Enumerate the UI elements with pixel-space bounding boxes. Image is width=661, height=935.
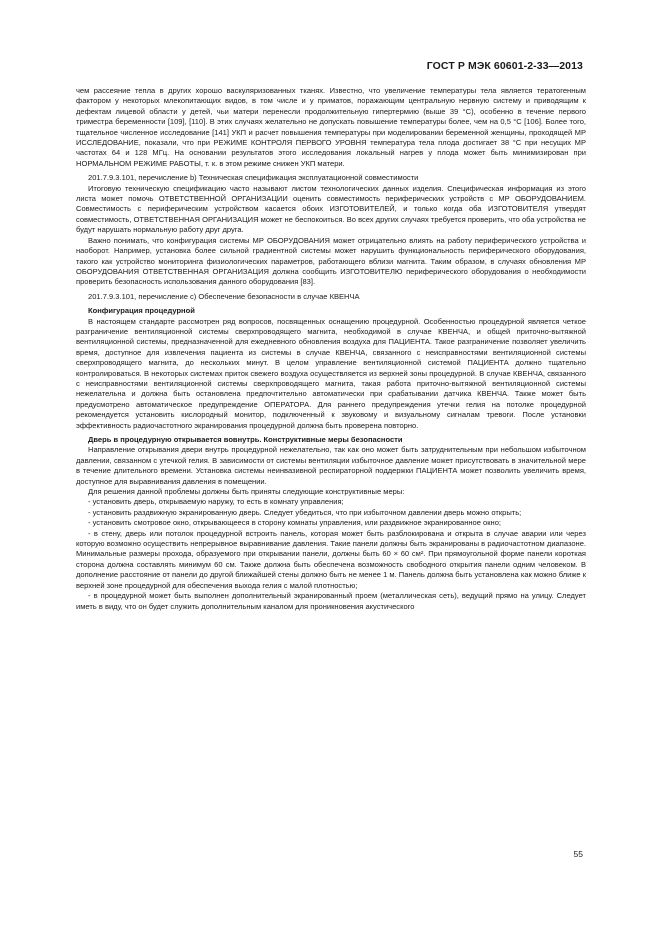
section-heading: Дверь в процедурную открывается вовнутрь. Конструктивные меры безопасности (88, 435, 403, 444)
section-heading: Конфигурация процедурной (88, 306, 195, 316)
paragraph: Итоговую техническую спецификацию часто называют листом технологических данных изделия. Специфическая информация из этого листа может помочь ОТВЕТСТВЕННОЙ ОРГАНИЗАЦИИ оценить совместимость периферических устройств с МР ОБОРУДОВАНИЕМ. Совместимость с периферическим устройством касается обоих ИЗГОТОВИТЕЛЕЙ, и только когда оба ИЗГОТОВИТЕЛЯ утвердят совместимость, ОТВЕТСТВЕННАЯ ОРГАНИЗАЦИЯ может не беспокоиться. Во всех других случаях требуется проверить, что оба устройства не будут нарушать нормальную работу друг друга. (76, 183, 586, 235)
document-header: ГОСТ Р МЭК 60601-2-33—2013 (426, 60, 583, 72)
list-item: - в процедурной может быть выполнен дополнительный экранированный проем (металлическая сеть), ведущий прямо на улицу. Следует иметь в виду, что он будет служить дополнительным каналом для проникновения акустического (76, 591, 586, 611)
clause-reference-b: 201.7.9.3.101, перечисление b) Техническая спецификация эксплуатационной совместимости (88, 173, 419, 183)
paragraph: Направление открывания двери внутрь процедурной нежелательно, так как оно может быть затруднительным при небольшом избыточном давлении, связанном с утечкой гелия. В зависимости от системы вентиляции избыточное давление может присутствовать в значительной мере в течение длительного времени. Установка системы неинвазивной респираторной поддержки ПАЦИЕНТА может позволить увеличить время, доступное для выравнивания давления в помещении. (76, 445, 586, 486)
page-number: 55 (573, 849, 583, 859)
list-item: - установить раздвижную экранированную дверь. Следует убедиться, что при избыточном давлении дверь можно открыть; (88, 507, 522, 517)
paragraph: В настоящем стандарте рассмотрен ряд вопросов, посвященных оснащению процедурной. Особенностью процедурной является четкое разграничение вентиляционной системы сверхпроводящего магнита, необходимой в случае КВЕНЧА, и общей приточно-вытяжной вентиляционной системы, предназначенной для ежедневного обновления воздуха для ПАЦИЕНТА. Такое разграничение позволяет увеличить время, доступное для извлечения пациента из системы в случае КВЕНЧА, связанного с неисправностями вентиляционной системы сверхпроводящего магнита, до нескольких минут. В целом управление вентиляционной системой ПАЦИЕНТА должно тщательно контролироваться. В некоторых системах приток свежего воздуха осуществляется из верхней зоны процедурной. В случае КВЕНЧА, связанного с неисправностями вентиляционной системы сверхпроводящего магнита, такая работа приточно-вытяжной вентиляционной системы нежелательна и должна быть остановлена предпочтительно автоматически при срабатывании датчика КВЕНЧА. Также может быть предусмотрено автоматическое предупреждение ОПЕРАТОРА. Для раннего предупреждения утечки гелия на потолке процедурной рекомендуется установить кислородный монитор, подключенный к звуковому и визуальному сигналам тревоги. После установки эффективность радиочастотного экранирования процедурной должна быть проверена повторно. (76, 316, 586, 430)
list-item: - установить смотровое окно, открывающееся в сторону комнаты управления, или раздвижное экранированное окно; (88, 518, 501, 528)
list-item: - в стену, дверь или потолок процедурной встроить панель, которая может быть разблокирована и открыта в случае аварии или через которую возможно осуществить непрерывное выравнивание давления. Такие панели должны быть экранированы в радиочастотном диапазоне. Минимальные размеры прохода, образуемого при открывании панели, должны быть 60 × 60 см². При прямоугольной форме панели короткая сторона должна составлять минимум 60 см. Также должна быть обеспечена возможность свободного открытия панели одним человеком. В дополнение расстояние от панели до другой ближайшей стены должно быть не менее 1 м. Панель должна быть установлена как можно ближе к верхней зоне процедурной для обеспечения выхода гелия с малой плотностью; (76, 528, 586, 590)
list-item: - установить дверь, открываемую наружу, то есть в комнату управления; (88, 497, 344, 507)
paragraph: Для решения данной проблемы должны быть приняты следующие конструктивные меры: (88, 487, 405, 497)
clause-reference-c: 201.7.9.3.101, перечисление с) Обеспечение безопасности в случае КВЕНЧА (88, 291, 360, 301)
document-body (76, 86, 586, 612)
paragraph: Важно понимать, что конфигурация системы МР ОБОРУДОВАНИЯ может отрицательно влиять на работу периферического устройства и наоборот. Например, установка более сильной градиентной системы может нарушить функциональность периферического оборудования, такого как устройство мониторинга физиологических параметров, работающего вблизи магнита. Таким образом, в случаях обновления МР ОБОРУДОВАНИЯ ОТВЕТСТВЕННАЯ ОРГАНИЗАЦИЯ должна сообщить ИЗГОТОВИТЕЛЮ периферического оборудования о необходимости проверить безопасность использования данного оборудования [83]. (76, 235, 586, 287)
paragraph-continuation: чем рассеяние тепла в других хорошо васкуляризованных тканях. Известно, что увеличение температуры тела является тератогенным фактором у некоторых млекопитающих видов, в том числе и у приматов, поражающим центральную нервную систему и приводящим к дефектам лицевой области у детей, чьи матери перенесли продолжительную гипертермию (выше 39 °С), особенно в течение первого триместра беременности [109], [110]. В этих случаях желательно не допускать повышение температуры более, чем на 0,5 °С [106]. Более того, тщательное численное исследование [141] УКП и расчет повышения температуры при моделировании беременной женщины, проходящей МР ИССЛЕДОВАНИЕ, показали, что при РЕЖИМЕ КОНТРОЛЯ ПЕРВОГО УРОВНЯ температура тела плода достигает 38 °С при несущих МР частотах 64 и 128 МГц. На основании результатов этого исследования локальный нагрев у плода может быть минимизирован при НОРМАЛЬНОМ РЕЖИМЕ РАБОТЫ, т. к. в этом режиме снижен УКП матери. (76, 86, 586, 168)
